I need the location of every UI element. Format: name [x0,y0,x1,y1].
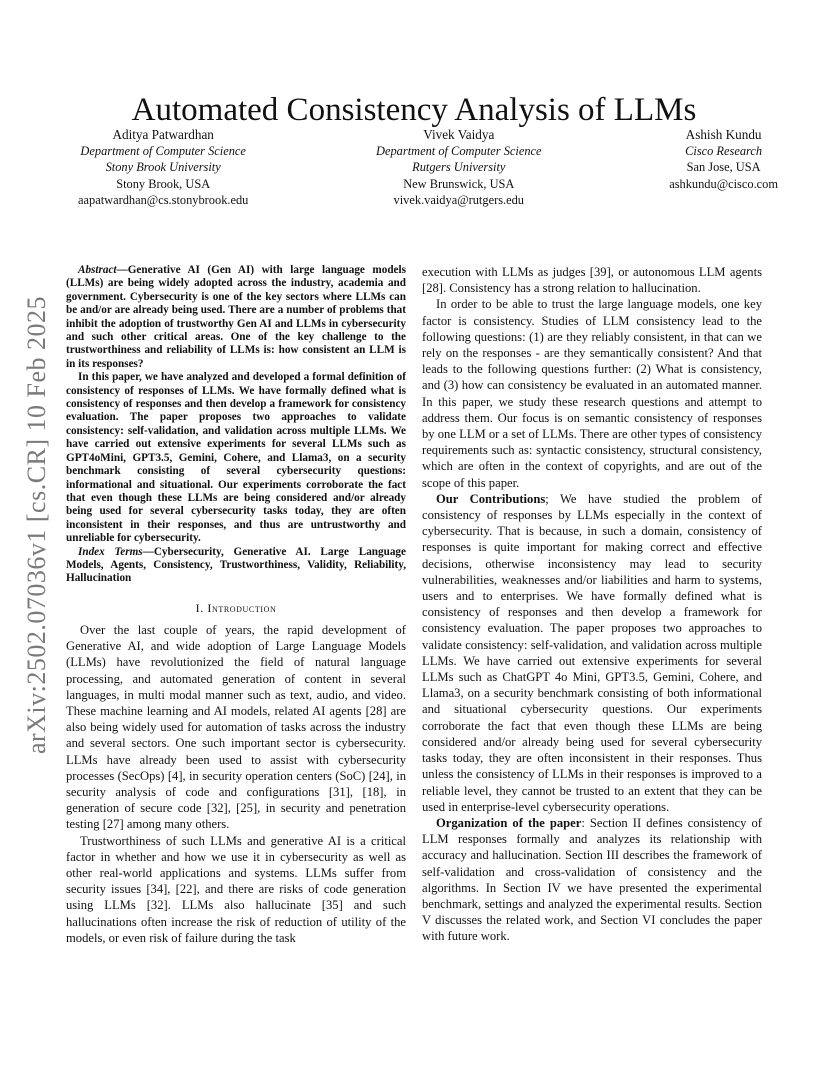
section-heading-introduction: I. Introduction [195,600,277,615]
organization-label: Organization of the paper [436,815,582,830]
abstract [66,264,406,546]
author-organization: Stony Brook University [105,160,221,175]
paper-title: Automated Consistency Analysis of LLMs [131,92,697,129]
author-1 [78,126,248,209]
intro-paragraph-1: Over the last couple of years, the rapid development of Generative AI, and wide adoption of Large Language Models (LLMs) have revolutionized the field of natural language processing, and automated generation of content in several languages, in multi modal manner such as text, audio, and video. These machine learning and AI models, related AI agents [28] are also being widely used for automation of tasks across the industry and several sectors. One such important sector is cybersecurity. LLMs have already been used to assist with cybersecurity processes (SecOps) [4], in security operation centers (SoC) [24], in security analysis of code and configurations [31], [18], in generation of secure code [32], [25], in security and penetration testing [27] among many others. [66,622,406,832]
organization-paragraph [422,815,762,945]
author-email: vivek.vaidya@rutgers.edu [393,193,525,208]
author-name: Vivek Vaidya [423,127,495,142]
index-terms [66,546,406,586]
author-department: Department of Computer Science [376,144,542,158]
left-column [66,264,406,946]
author-location: Stony Brook, USA [116,176,211,191]
abstract-paragraph-2: In this paper, we have analyzed and developed a formal definition of consistency of responses of LLMs. We have formally defined what is consistency of responses and then develop a framework for consistency evaluation. The paper proposes two approaches to validate consistency: self-validation, and validation across multiple LLMs. We have carried out extensive experiments for several LLMs such as GPT4oMini, GPT3.5, Gemini, Cohere, and Llama3, on a security benchmark consisting of several cybersecurity questions: informational and situational. Our experiments corroborate the fact that even though these LLMs are being considered and/or already being used for several cybersecurity tasks today, they are often inconsistent in their responses, and thus are untrustworthy and unreliable for cybersecurity. [66,371,406,545]
organization-text: : Section II defines consistency of LLM responses formally and analyzes its relationship with accuracy and hallucination. Section III describes the framework of self-validation and cross-validation of consistency and the algorithms. In Section IV we have presented the experimental benchmark, settings and analyzed the experimental results. Section V discusses the related work, and Section VI concludes the paper with future work. [422,815,762,944]
author-organization: Rutgers University [412,160,506,175]
intro-paragraph-2: Trustworthiness of such LLMs and generative AI is a critical factor in whether and how we use it in cybersecurity as well as other real-world applications and systems. LLMs suffer from security issues [34], [22], and there are risks of code generation using LLMs [32]. LLMs also hallucinate [35] and such hallucinations often increase the risk of reduction of utility of the models, or even risk of failure during the task [66,833,406,945]
author-3 [669,126,778,209]
author-location: San Jose, USA [686,160,761,175]
author-name: Ashish Kundu [685,127,762,142]
author-2 [376,126,542,209]
right-column [422,264,762,945]
arxiv-sidebar [24,290,50,760]
author-email: ashkundu@cisco.com [669,176,778,191]
right-paragraph-consistency: In order to be able to trust the large language models, one key factor is consistency. Studies of LLM consistency lead to the following questions: (1) are they reliably consistent, in that can we rely on the responses - are they semantically consistent? And that leads to the following questions further: (2) What is consistency, and (3) how can consistency be evaluated in an automated manner. In this paper, we study these research questions and attempt to address them. Our focus is on semantic consistency of responses by one LLM or a set of LLMs. There are other types of consistency requirements such as: syntactic consistency, structural consistency, which are often in the context of copyrights, and are out of the scope of this paper. [422,297,762,490]
author-email: aapatwardhan@cs.stonybrook.edu [78,193,249,208]
index-terms-label: Index Terms [78,545,143,558]
contributions-paragraph [422,491,762,815]
abstract-label: Abstract [78,264,117,276]
author-department: Cisco Research [685,144,763,158]
index-terms-text: —Cybersecurity, Generative AI. Large Language Models, Agents, Consistency, Trustworthiness, Validity, Reliability, Hallucination [66,545,406,585]
author-location: New Brunswick, USA [403,176,515,191]
right-paragraph-continued: execution with LLMs as judges [39], or autonomous LLM agents [28]. Consistency has a strong relation to hallucination. [422,265,762,296]
author-block [78,126,778,209]
contributions-text: ; We have studied the problem of consistency of responses by LLMs especially in the context of cybersecurity. That is because, in such a domain, consistency of responses is quite important for making correct and effective decisions, otherwise inconsistency may lead to security vulnerabilities, weaknesses and/or liabilities and harm to systems, users and to enterprises. We have formally defined what is consistency of responses and then develop a framework for consistency evaluation. The paper proposes two approaches to validate consistency: self-validation, and validation across multiple LLMs. We have carried out extensive experiments for several LLMs such as ChatGPT 4o Mini, GPT3.5, Gemini, Cohere, and Llama3, on a security benchmark consisting of both informational and situational cybersecurity questions. Our experiments corroborate the fact that even though these LLMs are being considered and/or already being used for several cybersecurity tasks today, they are often inconsistent in their responses. Thus unless the consistency of LLMs in their responses is improved to a reliable level, they cannot be trusted to an extent that they can be used in enterprise-level cybersecurity operations. [422,491,762,814]
arxiv-identifier: arXiv:2502.07036v1 [cs.CR] 10 Feb 2025 [22,295,51,755]
contributions-label: Our Contributions [436,491,546,506]
abstract-paragraph-1 [66,264,406,371]
author-department: Department of Computer Science [80,144,246,158]
abstract-text-1: —Generative AI (Gen AI) with large language models (LLMs) are being widely adopted across the industry, academia and government. Cybersecurity is one of the key sectors where LLMs can be and/or are already being used. There are a number of problems that inhibit the adoption of trustworthy Gen AI and LLMs in cybersecurity and such other critical areas. One of the key challenge to the trustworthiness and reliability of LLMs is: how consistent an LLM is in its responses? [66,264,406,370]
author-name: Aditya Patwardhan [112,127,214,142]
